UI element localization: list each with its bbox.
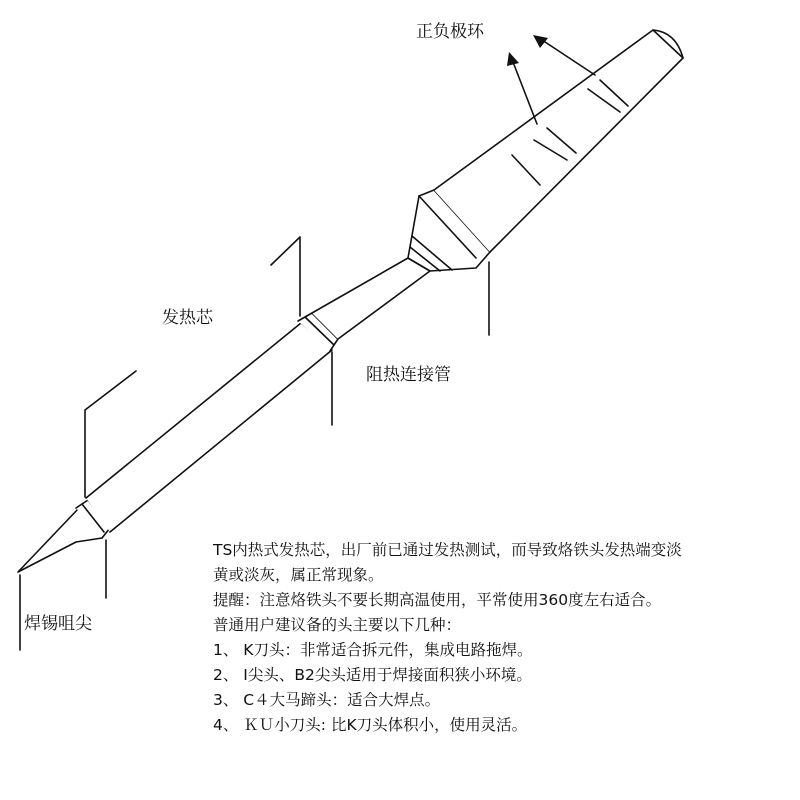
positive-negative-ring-label: 正负极环 (416, 22, 484, 42)
note-line: TS内热式发热芯，出厂前已通过发热测试，而导致烙铁头发热端变淡 (213, 541, 682, 559)
solder-tip-label: 焊锡咀尖 (24, 614, 92, 634)
note-line: 1、 K刀头：非常适合拆元件，集成电路拖焊。 (213, 641, 533, 659)
note-line: 4、 ＫＵ小刀头: 比K刀头体积小，使用灵活。 (213, 716, 528, 734)
note-line: 3、 C４大马蹄头：适合大焊点。 (213, 691, 441, 709)
rear-shaft-shape (434, 30, 683, 252)
heating-core-bracket-top (271, 237, 300, 316)
note-line: 黄或淡灰，属正常现象。 (213, 566, 384, 584)
heating-core-label: 发热芯 (162, 308, 213, 328)
notes-block (213, 538, 773, 738)
note-line: 2、 I尖头、B2尖头适用于焊接面积狭小环境。 (213, 666, 532, 684)
ring-arrow-right (542, 40, 595, 75)
ring-arrow-left (513, 62, 537, 124)
note-line: 提醒：注意烙铁头不要长期高温使用，平常使用360度左右适合。 (213, 591, 662, 609)
connecting-pipe-shape (312, 258, 430, 339)
note-line: 普通用户建议备的头主要以下几种： (213, 616, 462, 634)
connecting-pipe-label: 阻热连接管 (366, 365, 451, 385)
ring-arrow-right-head (533, 35, 548, 48)
ring-arrow-left-head (507, 52, 519, 66)
heating-core-tube-shape (86, 323, 332, 532)
